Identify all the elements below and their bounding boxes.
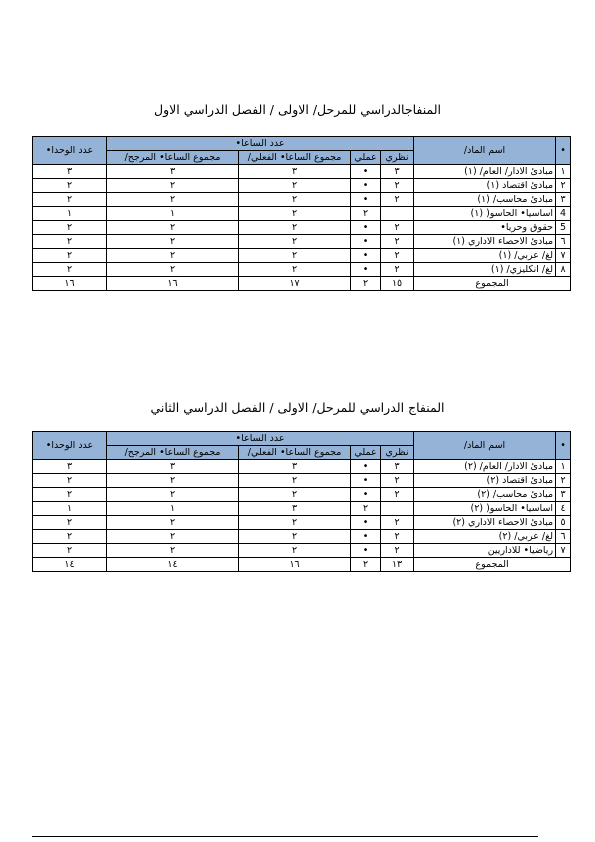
weighted-hours-total: ٢ — [107, 474, 239, 488]
units-count: ٣ — [33, 165, 107, 179]
total-label: المجموع — [414, 558, 571, 572]
table-row — [33, 207, 571, 221]
actual-hours-total: ٢ — [239, 530, 351, 544]
col-actual-hours-header: مجموع الساعا• الفعلي/ — [239, 446, 351, 460]
weighted-hours-total: ١ — [107, 502, 239, 516]
theory-hours — [381, 502, 414, 516]
weighted-hours-total: ٢ — [107, 516, 239, 530]
row-index: ١ — [556, 165, 571, 179]
row-index: ٥ — [556, 516, 571, 530]
table-row — [33, 544, 571, 558]
col-weighted-hours-header: مجموع الساعا• المرجح/ — [107, 151, 239, 165]
subject-name: لغ/ عربي/ (٢) — [414, 530, 556, 544]
units-count: ٢ — [33, 221, 107, 235]
footer-divider — [32, 836, 538, 837]
col-theory-header: نظري — [381, 151, 414, 165]
actual-hours-total: ٢ — [239, 249, 351, 263]
table-row — [33, 530, 571, 544]
practical-hours: • — [351, 249, 381, 263]
table-row — [33, 235, 571, 249]
theory-hours: ٢ — [381, 488, 414, 502]
practical-hours: • — [351, 544, 381, 558]
total-row — [33, 558, 571, 572]
table-row — [33, 263, 571, 277]
practical-hours: • — [351, 179, 381, 193]
practical-hours: • — [351, 474, 381, 488]
weighted-hours-total: ٢ — [107, 249, 239, 263]
row-index: ٨ — [556, 263, 571, 277]
subject-name: مبادئ محاسب/ (١) — [414, 193, 556, 207]
col-subject-header: اسم الماد/ — [414, 432, 556, 460]
weighted-hours-total: ٢ — [107, 235, 239, 249]
row-index: ٧ — [556, 249, 571, 263]
theory-hours — [381, 207, 414, 221]
table2-title: المنفاج الدراسي للمرحل/ الاولى / الفصل الدراسي الثاني — [150, 400, 445, 415]
col-index-header: • — [556, 137, 571, 165]
row-index: ١ — [556, 460, 571, 474]
subject-name: مبادئ الادار/ العام/ (٢) — [414, 460, 556, 474]
subject-name: حقوق وحريا• — [414, 221, 556, 235]
practical-hours: • — [351, 193, 381, 207]
col-practical-header: عملي — [351, 151, 381, 165]
subject-name: رياضيا• للاداريين — [414, 544, 556, 558]
col-actual-hours-header: مجموع الساعا• الفعلي/ — [239, 151, 351, 165]
actual-hours-total: ٢ — [239, 516, 351, 530]
practical-hours: • — [351, 221, 381, 235]
table-row — [33, 460, 571, 474]
col-units-header: عدد الوحدا• — [33, 432, 107, 460]
total-weighted-hours: ١٦ — [107, 277, 239, 291]
table-row — [33, 249, 571, 263]
total-weighted-hours: ١٤ — [107, 558, 239, 572]
theory-hours: ٢ — [381, 193, 414, 207]
actual-hours-total: ٢ — [239, 193, 351, 207]
theory-hours: ٣ — [381, 460, 414, 474]
theory-hours: ٢ — [381, 249, 414, 263]
theory-hours: ٢ — [381, 474, 414, 488]
theory-hours: ٢ — [381, 221, 414, 235]
practical-hours: ٢ — [351, 502, 381, 516]
col-theory-header: نظري — [381, 446, 414, 460]
theory-hours: ٢ — [381, 235, 414, 249]
weighted-hours-total: ١ — [107, 207, 239, 221]
subject-name: مبادئ اقتصاد (١) — [414, 179, 556, 193]
weighted-hours-total: ٢ — [107, 530, 239, 544]
theory-hours: ٢ — [381, 263, 414, 277]
table-row — [33, 502, 571, 516]
total-actual-hours: ١٦ — [239, 558, 351, 572]
col-practical-header: عملي — [351, 446, 381, 460]
weighted-hours-total: ٢ — [107, 193, 239, 207]
units-count: ٢ — [33, 249, 107, 263]
theory-hours: ٢ — [381, 530, 414, 544]
actual-hours-total: ٢ — [239, 474, 351, 488]
actual-hours-total: ٣ — [239, 502, 351, 516]
total-units: ١٦ — [33, 277, 107, 291]
weighted-hours-total: ٢ — [107, 221, 239, 235]
units-count: ٢ — [33, 263, 107, 277]
table-row — [33, 193, 571, 207]
actual-hours-total: ٣ — [239, 165, 351, 179]
total-practical: ٢ — [351, 558, 381, 572]
row-index: ٢ — [556, 474, 571, 488]
subject-name: اساسيا• الحاسو( (٢) — [414, 502, 556, 516]
units-count: ٢ — [33, 530, 107, 544]
subject-name: اساسيا• الحاسو( (١) — [414, 207, 556, 221]
row-index: ٦ — [556, 235, 571, 249]
practical-hours: • — [351, 530, 381, 544]
units-count: ٣ — [33, 460, 107, 474]
practical-hours: • — [351, 165, 381, 179]
subject-name: مبادئ محاسب/ (٢) — [414, 488, 556, 502]
units-count: ٢ — [33, 516, 107, 530]
weighted-hours-total: ٢ — [107, 544, 239, 558]
row-index: ٣ — [556, 193, 571, 207]
units-count: ٢ — [33, 544, 107, 558]
study-plan-table-semester-2 — [32, 431, 571, 572]
total-theory: ١٣ — [381, 558, 414, 572]
col-index-header: • — [556, 432, 571, 460]
subject-name: مبادئ الاحصاء الاداري (٢) — [414, 516, 556, 530]
row-index: 4 — [556, 207, 571, 221]
row-index: ٤ — [556, 502, 571, 516]
units-count: ٢ — [33, 235, 107, 249]
col-units-header: عدد الوحدا• — [33, 137, 107, 165]
units-count: ٢ — [33, 488, 107, 502]
table-row — [33, 516, 571, 530]
total-practical: ٢ — [351, 277, 381, 291]
weighted-hours-total: ٢ — [107, 179, 239, 193]
table1-body — [33, 165, 571, 291]
subject-name: لغ/ عربي/ (١) — [414, 249, 556, 263]
units-count: ١ — [33, 207, 107, 221]
subject-name: مبادئ اقتصاد (٢) — [414, 474, 556, 488]
table1-title: المنفاجالدراسي للمرحل/ الاولى / الفصل الدراسي الاول — [154, 102, 441, 117]
row-index: ٢ — [556, 179, 571, 193]
total-row — [33, 277, 571, 291]
row-index: ٧ — [556, 544, 571, 558]
units-count: ٢ — [33, 193, 107, 207]
row-index: ٦ — [556, 530, 571, 544]
practical-hours: ٢ — [351, 207, 381, 221]
units-count: ١ — [33, 502, 107, 516]
actual-hours-total: ٢ — [239, 544, 351, 558]
actual-hours-total: ٢ — [239, 179, 351, 193]
col-hours-group-header: عدد الساعا• — [107, 137, 414, 151]
theory-hours: ٣ — [381, 165, 414, 179]
theory-hours: ٢ — [381, 516, 414, 530]
weighted-hours-total: ٣ — [107, 460, 239, 474]
total-label: المجموع — [414, 277, 571, 291]
total-actual-hours: ١٧ — [239, 277, 351, 291]
units-count: ٢ — [33, 179, 107, 193]
practical-hours: • — [351, 235, 381, 249]
table-row — [33, 179, 571, 193]
subject-name: لغ/ انكليزي/ (١) — [414, 263, 556, 277]
weighted-hours-total: ٢ — [107, 263, 239, 277]
actual-hours-total: ٢ — [239, 235, 351, 249]
table-row — [33, 221, 571, 235]
total-units: ١٤ — [33, 558, 107, 572]
actual-hours-total: ٢ — [239, 488, 351, 502]
theory-hours: ٢ — [381, 179, 414, 193]
practical-hours: • — [351, 263, 381, 277]
weighted-hours-total: ٢ — [107, 488, 239, 502]
practical-hours: • — [351, 460, 381, 474]
practical-hours: • — [351, 488, 381, 502]
units-count: ٢ — [33, 474, 107, 488]
col-hours-group-header: عدد الساعا• — [107, 432, 414, 446]
actual-hours-total: ٢ — [239, 263, 351, 277]
table-row — [33, 474, 571, 488]
row-index: ٣ — [556, 488, 571, 502]
table2-body — [33, 460, 571, 572]
table-row — [33, 488, 571, 502]
subject-name: مبادئ الادار/ العام/ (١) — [414, 165, 556, 179]
weighted-hours-total: ٣ — [107, 165, 239, 179]
study-plan-table-semester-1 — [32, 136, 571, 291]
actual-hours-total: ٢ — [239, 207, 351, 221]
subject-name: مبادئ الاحصاء الاداري (١) — [414, 235, 556, 249]
col-subject-header: اسم الماد/ — [414, 137, 556, 165]
practical-hours: • — [351, 516, 381, 530]
table-row — [33, 165, 571, 179]
total-theory: ١٥ — [381, 277, 414, 291]
col-weighted-hours-header: مجموع الساعا• المرجح/ — [107, 446, 239, 460]
actual-hours-total: ٢ — [239, 221, 351, 235]
theory-hours: ٢ — [381, 544, 414, 558]
actual-hours-total: ٣ — [239, 460, 351, 474]
row-index: 5 — [556, 221, 571, 235]
